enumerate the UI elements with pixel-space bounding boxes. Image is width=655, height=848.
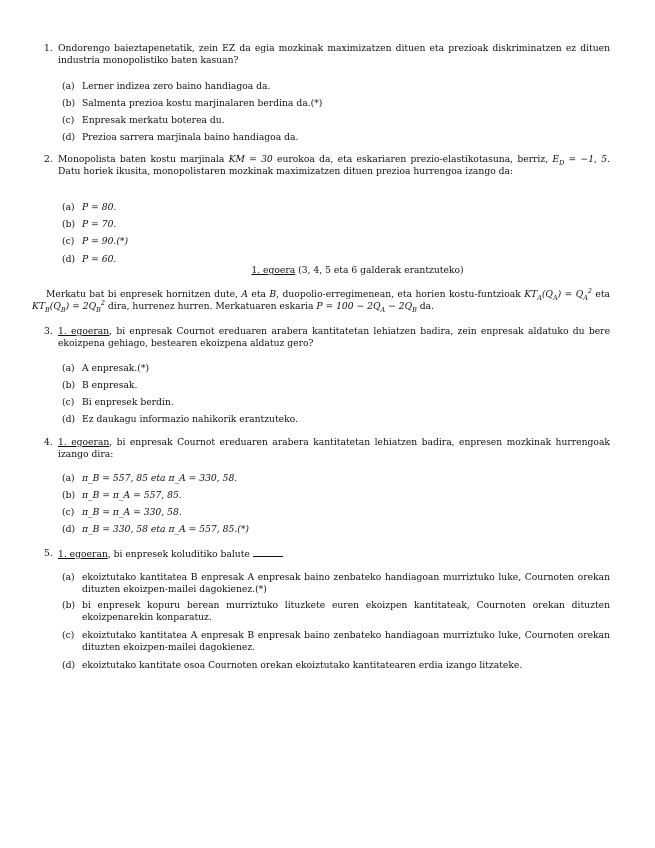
question-text: , bi enpresak Cournot ereduaren arabera kantitatetan lehiatzen badira, enpresen mozkinak hurrengoak izango dira: — [58, 437, 610, 460]
option-text: ekoiztutako kantitatea B enpresak A enpresak baino zenbateko handiagoan murriztuko luke, Cournoten orekan dituzten ekoizpen-mailei dagokienez.(*) — [82, 572, 610, 595]
scenario-note: (3, 4, 5 eta 6 galderak erantzuteko) — [298, 265, 464, 276]
scenario-text: da. — [416, 300, 435, 312]
option-5a — [62, 572, 610, 595]
option-text: B enpresak. — [82, 380, 138, 391]
question-text: , bi enpresek koluditiko balute — [107, 549, 250, 560]
option-label: (b) — [62, 490, 76, 501]
option-text: P = 60. — [82, 254, 117, 265]
math-symbol: KT — [32, 300, 45, 312]
option-3b — [62, 380, 610, 392]
option-text: P = 90.(*) — [82, 236, 129, 247]
option-1d — [62, 132, 610, 144]
option-text: Ez daukagu informazio nahikorik erantzuteko. — [82, 414, 298, 425]
option-label: (d) — [62, 524, 76, 535]
option-5b — [62, 600, 610, 623]
math-sup: 2 — [587, 286, 592, 295]
math-sub: A — [537, 293, 542, 302]
question-number: 5. — [44, 548, 53, 559]
math-sub: B — [412, 305, 417, 314]
option-text: Prezioa sarrera marjinala baino handiagoa da. — [82, 132, 299, 143]
question-4 — [44, 437, 610, 460]
answer-blank — [253, 548, 283, 557]
scenario-reference: 1. egoeran — [58, 437, 110, 448]
option-2a — [62, 202, 610, 214]
option-3c — [62, 397, 610, 409]
option-label: (a) — [62, 202, 75, 213]
math-sub: A — [380, 305, 386, 314]
math-symbol: E — [552, 154, 560, 165]
option-text: π_B = 557, 85 eta π_A = 330, 58. — [82, 473, 238, 484]
option-text: Enpresak merkatu boterea du. — [82, 115, 225, 126]
option-3a — [62, 363, 610, 375]
option-text: π_B = π_A = 330, 58. — [82, 507, 182, 518]
question-number: 4. — [44, 437, 53, 448]
option-4b — [62, 490, 610, 502]
math-symbol: (Q — [49, 300, 61, 312]
option-3d — [62, 414, 610, 426]
option-label: (c) — [62, 236, 75, 247]
option-text: π_B = π_A = 557, 85. — [82, 490, 182, 501]
question-text: eurokoa da, eta eskariaren prezio-elastikotasuna, berriz, — [272, 154, 553, 165]
option-label: (b) — [62, 98, 76, 109]
option-text: Bi enpresek berdin. — [82, 397, 174, 408]
option-text: P = 70. — [82, 219, 117, 230]
scenario-heading — [0, 265, 655, 277]
option-4d — [62, 524, 610, 536]
math-symbol: P = 100 − 2Q — [316, 300, 381, 312]
math-symbol: − 2Q — [385, 300, 413, 312]
question-2 — [44, 154, 610, 177]
question-5 — [44, 548, 610, 561]
option-text: ekoiztutako kantitatea A enpresak B enpresak baino zenbateko handiagoan murriztuko luke, Cournoten orekan dituzten ekoizpen-mailei dagokienez. — [82, 630, 610, 653]
scenario-text: eta — [248, 289, 270, 300]
option-text: Salmenta prezioa kostu marjinalaren berdina da.(*) — [82, 98, 323, 109]
math-symbol: (Q — [541, 289, 553, 300]
cost-function-b — [32, 298, 105, 314]
question-text: Monopolista baten kostu marjinala — [58, 154, 229, 165]
option-label: (b) — [62, 380, 76, 391]
option-label: (d) — [62, 660, 76, 671]
option-label: (d) — [62, 132, 76, 143]
question-number: 1. — [44, 43, 53, 54]
math-symbol: KT — [524, 289, 538, 300]
option-text: Lerner indizea zero baino handiagoa da. — [82, 81, 271, 92]
option-4c — [62, 507, 610, 519]
math-km: KM = 30 — [228, 154, 273, 165]
option-5d — [62, 660, 610, 672]
scenario-text: dira, hurrenez hurren. Merkatuaren eskaria — [104, 300, 317, 312]
option-label: (a) — [62, 363, 75, 374]
option-text: P = 80. — [82, 202, 117, 213]
math-sub: D — [559, 158, 565, 167]
option-label: (b) — [62, 219, 76, 230]
scenario-text: eta — [592, 289, 611, 300]
cost-function-a — [524, 286, 592, 302]
math-ed — [552, 154, 607, 165]
option-label: (c) — [62, 507, 75, 518]
firm-b: B — [269, 289, 277, 300]
option-1c — [62, 115, 610, 127]
option-1a — [62, 81, 610, 93]
question-number: 3. — [44, 326, 53, 337]
math-sub: A — [552, 293, 558, 302]
option-label: (c) — [62, 397, 75, 408]
math-symbol: ) = Q — [557, 289, 584, 300]
option-label: (a) — [62, 473, 75, 484]
math-symbol: ) = 2Q — [65, 300, 97, 312]
scenario-text: , duopolio-erregimenean, eta horien kostu-funtzioak — [276, 289, 525, 300]
option-4a — [62, 473, 610, 485]
option-label: (d) — [62, 254, 76, 265]
question-text: Ondorengo baieztapenetatik, zein EZ da egia mozkinak maximizatzen dituen eta prezioak diskriminatzen ez dituen industria monopolistiko baten kasuan? — [58, 43, 610, 66]
question-3 — [44, 326, 611, 349]
option-text: A enpresak.(*) — [82, 363, 150, 374]
demand-function — [316, 301, 417, 312]
math-value: = −1, 5 — [564, 154, 608, 165]
math-sub: B — [60, 305, 66, 314]
option-1b — [62, 98, 610, 110]
question-1 — [44, 43, 610, 66]
scenario-reference: 1. egoeran — [58, 326, 110, 337]
option-5c — [62, 630, 610, 653]
option-text: bi enpresek kopuru berean murriztuko lituzkete euren ekoizpen kantitateak, Cournoten orekan dituzten ekoizpenarekin konparatuz. — [82, 600, 610, 623]
option-label: (c) — [62, 630, 75, 641]
math-sub: B — [96, 305, 101, 314]
scenario-paragraph — [32, 286, 611, 314]
option-label: (c) — [62, 115, 75, 126]
scenario-title: 1. egoera — [251, 265, 296, 276]
scenario-text: Merkatu bat bi enpresek hornitzen dute, — [46, 289, 242, 300]
option-label: (d) — [62, 414, 76, 425]
math-sub: A — [583, 293, 588, 302]
math-sup: 2 — [100, 298, 105, 307]
option-label: (b) — [62, 600, 76, 611]
math-sub: B — [45, 305, 50, 314]
option-2d — [62, 254, 610, 266]
question-text: . Datu horiek ikusita, monopolistaren mozkinak maximizatzen dituen prezioa hurrengoa izango da: — [58, 154, 610, 177]
option-text: π_B = 330, 58 eta π_A = 557, 85.(*) — [82, 524, 249, 535]
option-label: (a) — [62, 81, 75, 92]
question-number: 2. — [44, 154, 53, 165]
option-text: ekoiztutako kantitate osoa Cournoten orekan ekoiztutako kantitatearen erdia izango litzateke. — [82, 660, 523, 671]
option-2b — [62, 219, 610, 231]
option-2c — [62, 236, 610, 248]
question-text: , bi enpresak Cournot ereduaren arabera kantitatetan lehiatzen badira, zein enpresak aldatuko du bere ekoizpena gehiago, bestearen ekoizpena aldatuz gero? — [58, 326, 611, 349]
firm-a: A — [241, 289, 248, 300]
option-label: (a) — [62, 572, 75, 583]
scenario-reference: 1. egoeran — [58, 549, 108, 560]
